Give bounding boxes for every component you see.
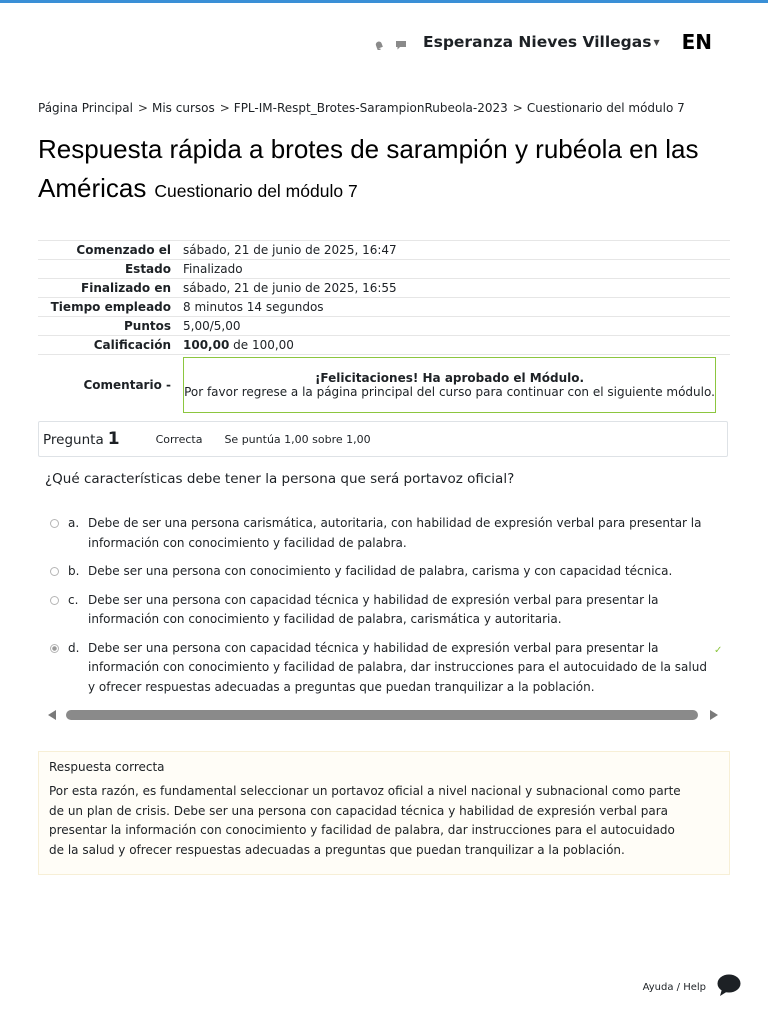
answer-option-c [50, 591, 730, 630]
summary-row-state [38, 260, 730, 279]
grade-max: de 100,00 [229, 338, 294, 352]
summary-value: 5,00/5,00 [183, 319, 241, 333]
answer-text: Debe ser una persona con capacidad técnica y habilidad de expresión verbal para presentar la información con conocimiento y facilidad de palabra, carismática y autoritaria. [88, 592, 659, 626]
radio-button-selected[interactable] [50, 644, 59, 653]
summary-value: 8 minutos 14 segundos [183, 300, 324, 314]
summary-label: Tiempo empleado [50, 300, 171, 314]
question-number: 1 [107, 429, 120, 449]
chevron-right-icon: > [219, 101, 230, 115]
breadcrumb [38, 101, 685, 115]
summary-row-comment [38, 355, 730, 415]
breadcrumb-my-courses[interactable]: Mis cursos [151, 101, 215, 115]
chevron-right-icon: > [512, 101, 523, 115]
summary-value: Finalizado [183, 262, 243, 276]
question-text: ¿Qué características debe tener la persona que será portavoz oficial? [45, 471, 515, 487]
radio-button[interactable] [50, 596, 59, 605]
summary-row-points [38, 317, 730, 336]
summary-label: Comentario - [83, 377, 171, 392]
summary-label: Puntos [123, 319, 171, 333]
user-header [373, 30, 712, 54]
summary-row-time [38, 298, 730, 317]
question-label [43, 429, 120, 449]
answer-letter: c. [68, 592, 79, 607]
horizontal-scrollbar[interactable] [48, 708, 720, 722]
answer-option-b [50, 562, 730, 582]
feedback-title: ¡Felicitaciones! Ha aprobado el Módulo. [314, 371, 585, 385]
top-accent-line [0, 0, 768, 3]
scroll-right-arrow-icon[interactable] [710, 710, 718, 720]
answer-option-a [50, 514, 730, 553]
question-grade: Se puntúa 1,00 sobre 1,00 [224, 432, 371, 446]
scrollbar-thumb[interactable] [66, 710, 698, 720]
summary-row-finished [38, 279, 730, 298]
summary-value: sábado, 21 de junio de 2025, 16:55 [183, 281, 397, 295]
speech-bubble-icon [716, 973, 742, 1001]
language-selector[interactable]: EN [681, 30, 712, 54]
bell-icon[interactable] [373, 36, 385, 48]
quiz-subtitle: Cuestionario del módulo 7 [154, 181, 358, 201]
attempt-summary-table [38, 240, 730, 414]
answer-text: Debe ser una persona con capacidad técnica y habilidad de expresión verbal para presentar la información con conocimiento y facilidad de palabra, dar instrucciones para el autocuidado de la salud y ofrecer respuestas adecuadas a preguntas que puedan tranquilizar a la población. [88, 640, 707, 694]
question-label-text: Pregunta [43, 432, 104, 448]
summary-row-grade [38, 336, 730, 355]
radio-button[interactable] [50, 519, 59, 528]
chevron-right-icon: > [137, 101, 148, 115]
grade-value: 100,00 [183, 338, 230, 352]
feedback-body: Por esta razón, es fundamental seleccionar un portavoz oficial a nivel nacional y subnacional como parte de un plan de crisis. Debe ser una persona con capacidad técnica y habilidad de expresión verbal para presentar la información con conocimiento y facilidad de palabra, dar instrucciones para el autocuidado de la salud y ofrecer respuestas adecuadas a preguntas que puedan tranquilizar a la población. [49, 784, 681, 857]
answer-text: Debe de ser una persona carismática, autoritaria, con habilidad de expresión verbal para presentar la información con conocimiento y facilidad de palabra. [88, 516, 702, 550]
summary-value [183, 336, 730, 355]
radio-button[interactable] [50, 567, 59, 576]
summary-row-started [38, 241, 730, 260]
overall-feedback [183, 357, 716, 413]
answer-letter: b. [68, 564, 80, 578]
breadcrumb-home[interactable]: Página Principal [38, 101, 133, 115]
page-title [38, 130, 738, 211]
help-button[interactable] [643, 973, 742, 1001]
question-state: Correcta [155, 432, 203, 446]
answer-list [50, 514, 730, 706]
breadcrumb-course[interactable]: FPL-IM-Respt_Brotes-SarampionRubeola-2023 [233, 101, 508, 115]
help-label: Ayuda / Help [642, 981, 706, 993]
correct-check-icon: ✓ [714, 644, 723, 656]
summary-label: Estado [124, 262, 171, 276]
scroll-left-arrow-icon[interactable] [48, 710, 56, 720]
question-info [38, 421, 728, 457]
course-title: Respuesta rápida a brotes de sarampión y rubéola en las Américas [38, 134, 699, 203]
user-menu-name[interactable]: Esperanza Nieves Villegas [423, 33, 652, 51]
question-feedback [38, 751, 730, 875]
answer-letter: a. [68, 516, 80, 530]
answer-text: Debe ser una persona con conocimiento y facilidad de palabra, carisma y con capacidad técnica. [88, 564, 673, 578]
user-menu-caret-icon[interactable]: ▼ [653, 37, 660, 47]
answer-letter: d. [68, 640, 80, 655]
summary-label: Calificación [93, 338, 171, 352]
summary-value: sábado, 21 de junio de 2025, 16:47 [183, 243, 397, 257]
feedback-heading: Respuesta correcta [49, 760, 165, 774]
summary-label: Finalizado en [81, 281, 171, 295]
summary-label: Comenzado el [76, 243, 171, 257]
summary-value [183, 355, 730, 415]
breadcrumb-quiz[interactable]: Cuestionario del módulo 7 [526, 101, 685, 115]
feedback-text: Por favor regrese a la página principal del curso para continuar con el siguiente módulo. [184, 385, 715, 399]
chat-icon[interactable] [395, 36, 407, 48]
answer-option-d [50, 639, 730, 698]
